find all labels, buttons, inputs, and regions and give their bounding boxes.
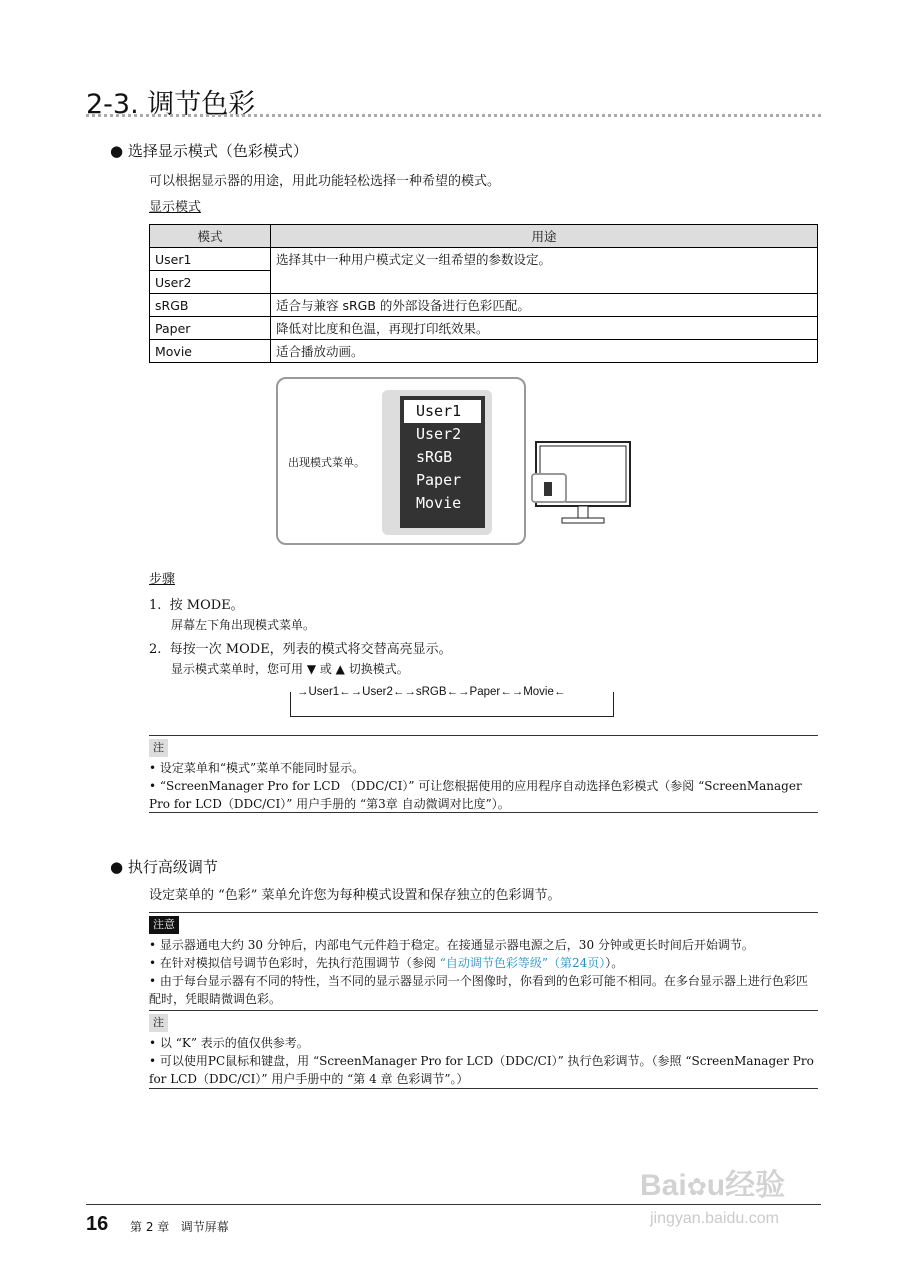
watermark-logo: Bai✿u经验 [640, 1169, 786, 1202]
mode-cell: sRGB [150, 294, 271, 317]
caution-tag: 注意 [149, 916, 179, 934]
figure-label: 出现模式菜单。 [288, 456, 365, 469]
divider [149, 812, 818, 813]
table-row [150, 340, 818, 363]
divider [149, 912, 818, 913]
step-num: 2. [149, 642, 162, 657]
table-row [150, 294, 818, 317]
divider [149, 1010, 818, 1011]
note-item: 可以使用PC鼠标和键盘，用 “ScreenManager Pro for LCD（DDC/CI）” 执行色彩调节。（参照 “ScreenManager Pro for LCD（DDC/CI）” 用户手册中的 “第 4 章 色彩调节”。） [149, 1054, 814, 1086]
section2-heading: ● 执行高级调节 [110, 858, 218, 876]
mode-table [149, 224, 818, 363]
mode-cell: User2 [150, 271, 271, 294]
use-cell: 适合与兼容 sRGB 的外部设备进行色彩匹配。 [271, 294, 818, 317]
heading-text: 选择显示模式（色彩模式） [127, 142, 308, 160]
step-1 [149, 594, 244, 613]
chapter-title: 调节屏幕 [180, 1220, 229, 1234]
note-item: 以 “K” 表示的值仅供参考。 [159, 1036, 309, 1050]
caution-item-end: ）。 [605, 956, 624, 970]
note-tag: 注 [149, 739, 168, 757]
step-2-sub: 显示模式菜单时，您可用 ▼ 或 ▲ 切换模式。 [171, 662, 409, 676]
menu-item: Movie [416, 494, 462, 512]
note-block-1: 注 • 设定菜单和“模式”菜单不能同时显示。 • “ScreenManager Pro for LCD （DDC/CI）” 可让您根据使用的应用程序自动选择色彩模式（参阅 “ScreenManager Pro for LCD（DDC/CI）” 用户手册的 “第3章 自动微调对比度”）。 [149, 741, 802, 811]
divider [149, 735, 818, 736]
col-header: 用途 [271, 225, 818, 248]
page-link[interactable]: “自动调节色彩等级”（第24页） [439, 956, 606, 970]
note-item: “ScreenManager Pro for LCD （DDC/CI）” 可让您根据使用的应用程序自动选择色彩模式（参阅 “ScreenManager Pro for LCD（DDC/CI）” 用户手册的 “第3章 自动微调对比度”）。 [149, 779, 802, 811]
step-1-sub: 屏幕左下角出现模式菜单。 [171, 618, 316, 632]
use-cell: 选择其中一种用户模式定义一组希望的参数设定。 [271, 248, 818, 294]
table-row [150, 317, 818, 340]
mode-cycle: →User1←→User2←→sRGB←→Paper←→Movie← [297, 686, 566, 698]
heading-text: 执行高级调节 [127, 858, 218, 876]
mode-cell: Movie [150, 340, 271, 363]
table-caption: 显示模式 [149, 200, 202, 215]
caution-block: 注意 • 显示器通电大约 30 分钟后，内部电气元件趋于稳定。在接通显示器电源之后，30 分钟或更长时间后开始调节。 • 在针对模拟信号调节色彩时，先执行范围调节（参阅 “自动调节色彩等级”（第24页））。 • 由于每台显示器有不同的特性，当不同的显示器显示同一个图像时，你看到的色彩可能不相同。在多台显示器上进行色彩匹配时，凭眼睛微调色彩。 [149, 918, 808, 1006]
use-cell: 降低对比度和色温，再现打印纸效果。 [271, 317, 818, 340]
note-item: 设定菜单和“模式”菜单不能同时显示。 [159, 761, 365, 775]
step-2 [149, 638, 452, 657]
page-title: 2-3. 调节色彩 [86, 89, 256, 120]
step-num: 1. [149, 598, 162, 613]
menu-item-selected: User1 [404, 400, 481, 423]
mode-menu [400, 396, 485, 528]
divider [149, 1088, 818, 1089]
step-text: 按 MODE。 [169, 598, 244, 613]
title-divider [86, 114, 821, 117]
monitor-icon [530, 436, 636, 528]
footer-rule [86, 1204, 821, 1205]
chapter-num: 第 2 章 [130, 1220, 170, 1234]
page-number: 16 [86, 1213, 109, 1235]
section1-heading: ● 选择显示模式（色彩模式） [110, 142, 308, 160]
section2-intro: 设定菜单的 “色彩” 菜单允许您为每种模式设置和保存独立的色彩调节。 [149, 888, 561, 903]
table-row [150, 248, 818, 271]
watermark-url: jingyan.baidu.com [650, 1210, 779, 1227]
caution-item: 在针对模拟信号调节色彩时，先执行范围调节（参阅 [159, 956, 440, 970]
note-block-2: 注 • 以 “K” 表示的值仅供参考。 • 可以使用PC鼠标和键盘，用 “ScreenManager Pro for LCD（DDC/CI）” 执行色彩调节。（参照 “ScreenManager Pro for LCD（DDC/CI）” 用户手册中的 “第 4 章 色彩调节”。） [149, 1016, 814, 1086]
mode-cell: Paper [150, 317, 271, 340]
mode-cell: User1 [150, 248, 271, 271]
note-tag: 注 [149, 1014, 168, 1032]
col-header: 模式 [150, 225, 271, 248]
use-cell: 适合播放动画。 [271, 340, 818, 363]
step-text: 每按一次 MODE，列表的模式将交替高亮显示。 [169, 642, 452, 657]
caution-item: 由于每台显示器有不同的特性，当不同的显示器显示同一个图像时，你看到的色彩可能不相同。在多台显示器上进行色彩匹配时，凭眼睛微调色彩。 [149, 974, 808, 1006]
section1-intro: 可以根据显示器的用途，用此功能轻松选择一种希望的模式。 [149, 174, 501, 189]
steps-title: 步骤 [149, 572, 176, 587]
caution-item: 显示器通电大约 30 分钟后，内部电气元件趋于稳定。在接通显示器电源之后，30 分钟或更长时间后开始调节。 [159, 938, 754, 952]
footer-chapter [130, 1218, 229, 1235]
menu-item: sRGB [416, 448, 453, 466]
menu-item: Paper [416, 471, 462, 489]
menu-item: User2 [416, 425, 462, 443]
